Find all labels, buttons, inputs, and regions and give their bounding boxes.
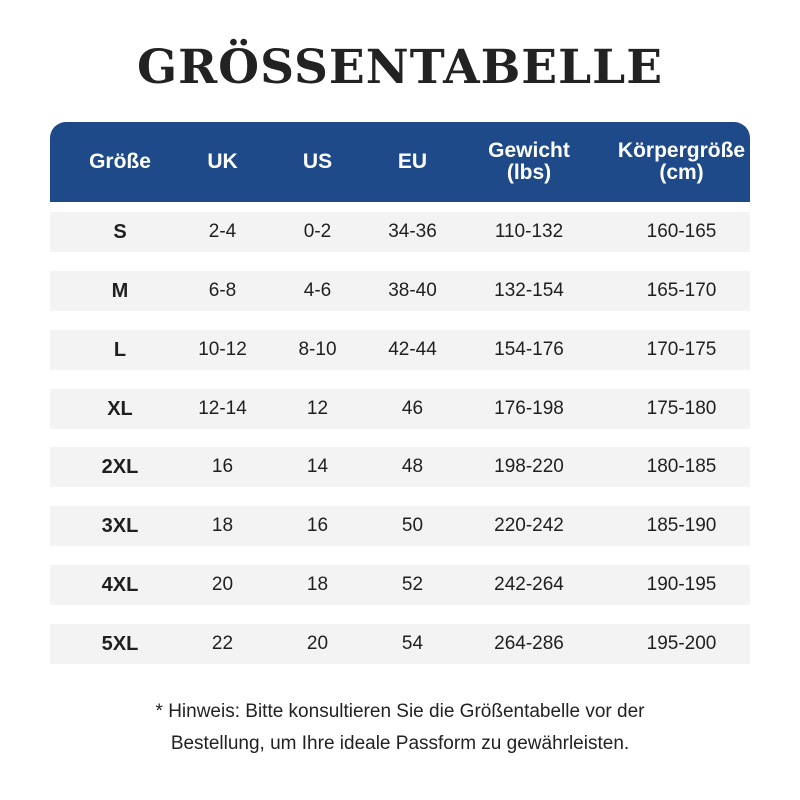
header-uk: UK [207,150,238,173]
cell-eu: 54 [401,633,424,654]
cell-us: 14 [306,456,329,477]
table-row [50,330,750,370]
cell-us: 18 [306,574,329,595]
table-header [50,122,750,202]
cell-height: 190-195 [646,574,717,595]
cell-eu: 50 [401,515,424,536]
table-row [50,389,750,429]
cell-eu: 52 [401,574,424,595]
cell-eu: 48 [401,456,424,477]
cell-height: 180-185 [646,456,717,477]
cell-uk: 20 [211,574,234,595]
table-row [50,271,750,311]
cell-uk: 22 [211,633,234,654]
cell-height: 160-165 [646,221,717,242]
header-us: US [302,150,333,173]
cell-uk: 6-8 [208,280,237,301]
cell-weight: 132-154 [494,280,564,301]
cell-us: 16 [306,515,329,536]
cell-size: XL [107,397,133,420]
table-row [50,447,750,487]
cell-height: 165-170 [646,280,717,301]
cell-size: L [113,338,127,361]
cell-size: 4XL [101,573,139,596]
cell-uk: 12-14 [198,398,247,419]
cell-weight: 264-286 [494,633,564,654]
cell-size: M [111,279,129,302]
cell-uk: 2-4 [208,221,237,242]
footnote-line-2: Bestellung, um Ihre ideale Passform zu gewährleisten. [170,733,630,754]
page-title: GRÖSSENTABELLE [136,40,664,95]
table-row [50,565,750,605]
cell-height: 195-200 [646,633,717,654]
cell-us: 20 [306,633,329,654]
size-table [50,122,750,655]
cell-height: 185-190 [646,515,717,536]
cell-weight: 198-220 [494,456,564,477]
cell-uk: 10-12 [198,339,247,360]
cell-us: 12 [306,398,329,419]
cell-uk: 16 [211,456,234,477]
cell-height: 170-175 [646,339,717,360]
cell-us: 4-6 [303,280,332,301]
footnote [0,696,800,760]
cell-weight: 176-198 [494,398,564,419]
cell-height: 175-180 [646,398,717,419]
cell-size: 3XL [101,514,139,537]
cell-size: S [113,220,127,243]
header-height: Körpergröße (cm) [617,139,746,184]
cell-eu: 38-40 [388,280,437,301]
cell-eu: 34-36 [388,221,437,242]
cell-weight: 220-242 [494,515,564,536]
cell-weight: 154-176 [494,339,564,360]
table-row [50,506,750,546]
header-weight: Gewicht (lbs) [488,139,570,184]
cell-us: 8-10 [298,339,337,360]
cell-eu: 42-44 [388,339,437,360]
cell-us: 0-2 [303,221,332,242]
header-eu: EU [397,150,428,173]
header-size: Größe [89,150,151,173]
cell-size: 2XL [101,455,139,478]
cell-eu: 46 [401,398,424,419]
cell-weight: 242-264 [494,574,564,595]
table-row [50,212,750,252]
cell-size: 5XL [101,632,139,655]
cell-weight: 110-132 [494,221,564,242]
cell-uk: 18 [211,515,234,536]
footnote-line-1: * Hinweis: Bitte konsultieren Sie die Größentabelle vor der [155,701,645,722]
table-row [50,624,750,664]
